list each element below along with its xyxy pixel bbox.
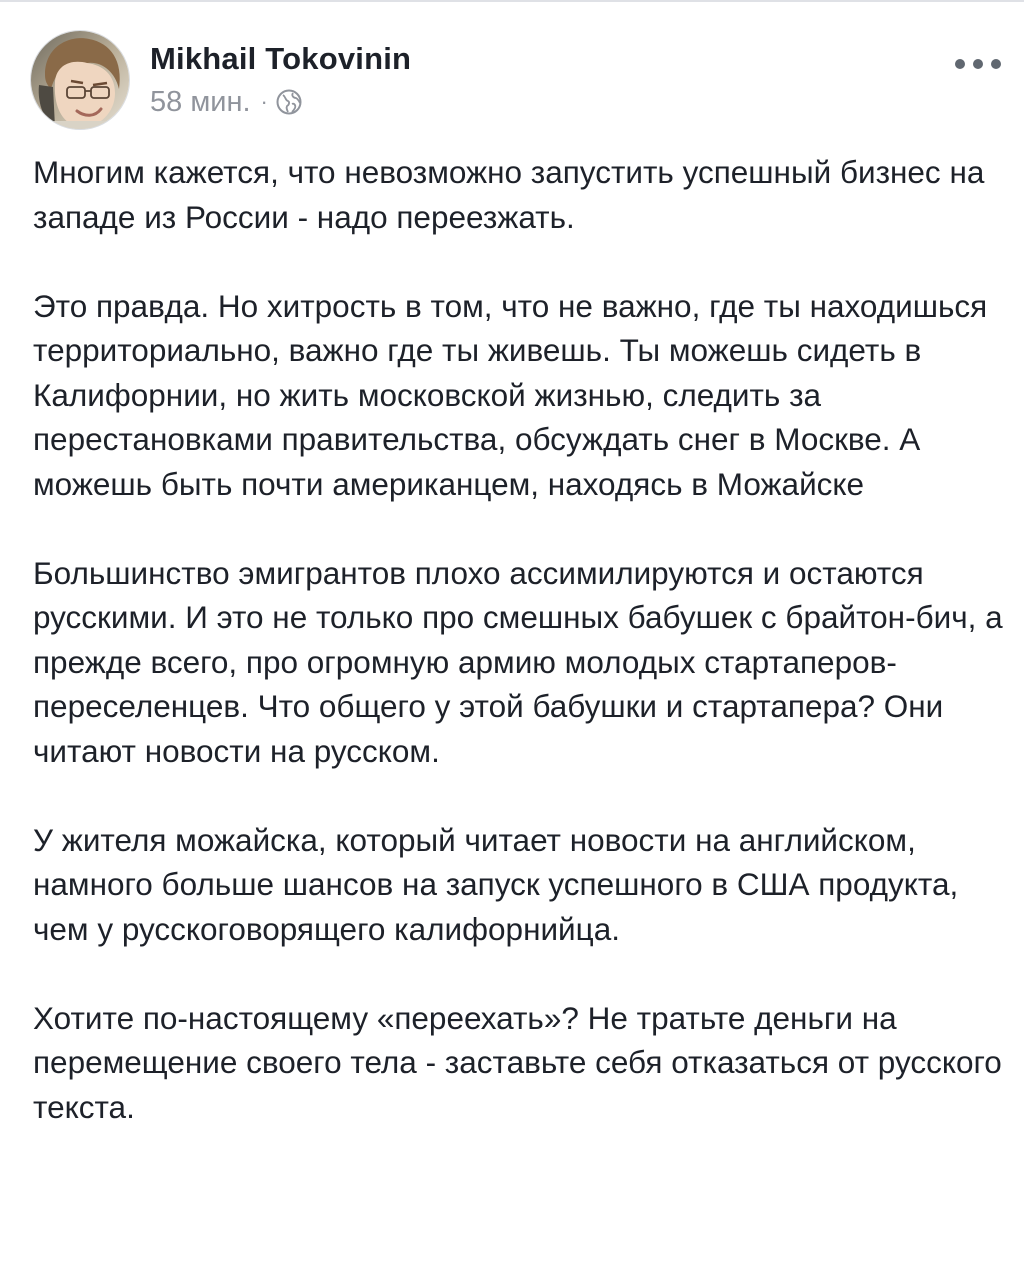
post-paragraph: Большинство эмигрантов плохо ассимилируются и остаются русскими. И это не только про смешных бабушек с брайтон-бич, а прежде всего, про огромную армию молодых стартаперов-переселенцев. Что общего у этой бабушки и стартапера? Они читают новости на русском. bbox=[33, 554, 1003, 769]
post-paragraph: Многим кажется, что невозможно запустить успешный бизнес на западе из России - надо переезжать. bbox=[33, 154, 985, 235]
post-options-button[interactable] bbox=[948, 44, 1008, 84]
post-timestamp[interactable]: 58 мин. bbox=[150, 85, 251, 118]
post-paragraph: У жителя можайска, который читает новости на английском, намного больше шансов на запуск успешного в США продукта, чем у русскоговорящего калифорнийца. bbox=[33, 821, 959, 947]
meta-separator: · bbox=[260, 89, 268, 114]
ellipsis-icon bbox=[954, 58, 1002, 70]
globe-icon[interactable] bbox=[276, 89, 302, 115]
post-meta bbox=[150, 84, 302, 120]
author-avatar[interactable] bbox=[30, 30, 130, 130]
post-text bbox=[33, 150, 1003, 1129]
profile-photo-icon bbox=[31, 31, 130, 130]
author-name[interactable]: Mikhail Tokovinin bbox=[150, 41, 412, 76]
post-paragraph: Хотите по-настоящему «переехать»? Не тратьте деньги на перемещение своего тела - заставьте себя отказаться от русского текста. bbox=[33, 999, 1002, 1125]
post-paragraph: Это правда. Но хитрость в том, что не важно, где ты находишься территориально, важно где ты живешь. Ты можешь сидеть в Калифорнии, но жить московской жизнью, следить за перестановками правительства, обсуждать снег в Москве. А можешь быть почти американцем, находясь в Можайске bbox=[33, 287, 988, 502]
